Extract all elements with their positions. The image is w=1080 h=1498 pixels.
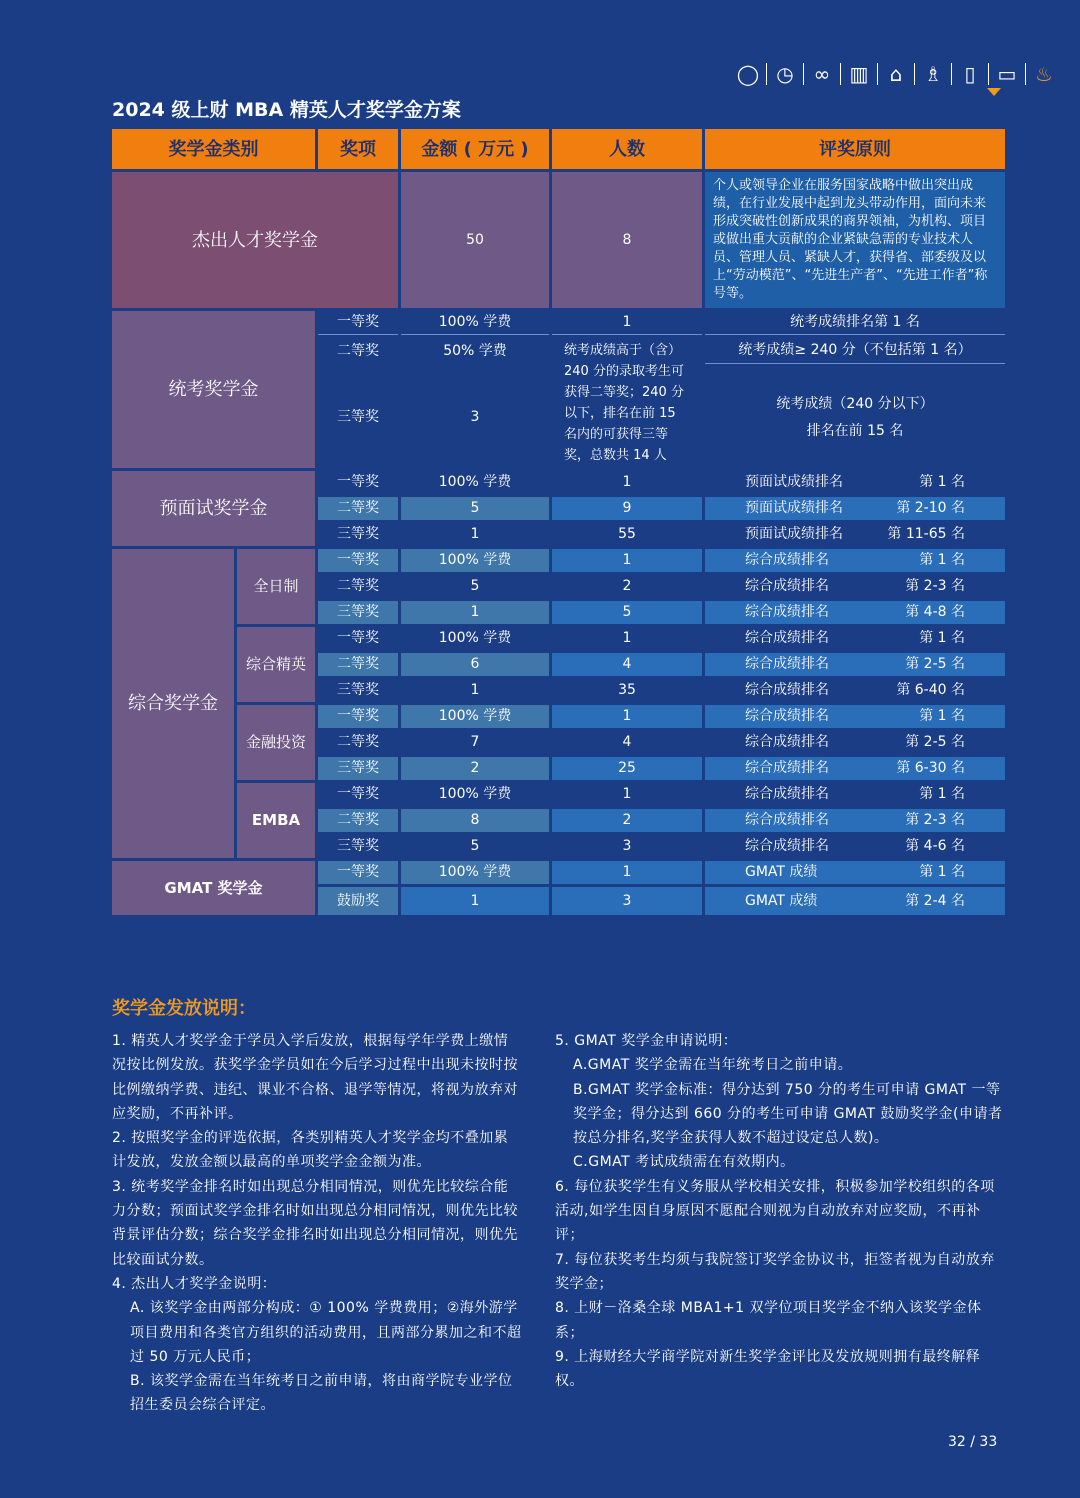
microscope-icon: ♗ — [924, 62, 942, 86]
clock-icon: ◷ — [776, 62, 794, 86]
page-number: 32 / 33 — [948, 1434, 998, 1450]
outstanding-category: 杰出人才奖学金 — [112, 172, 398, 308]
table-cell: 第 6-40 名 — [896, 682, 965, 698]
table-cell: 综合成绩排名 — [745, 552, 829, 568]
table-cell: 1 — [552, 627, 702, 650]
torch-icon: ♨ — [1035, 62, 1053, 86]
table-cell: 二等奖 — [318, 338, 398, 364]
table-cell: 第 4-8 名 — [905, 604, 965, 620]
table-cell: 100% 学费 — [401, 471, 549, 494]
outstanding-count: 8 — [552, 172, 702, 308]
table-cell: 1 — [552, 705, 702, 728]
table-cell: 预面试成绩排名 — [745, 500, 843, 516]
pre-category: 预面试奖学金 — [112, 471, 315, 546]
note-paragraph: 8. 上财－洛桑全球 MBA1+1 双学位项目奖学金不纳入该奖学金体系； — [555, 1300, 982, 1341]
table-cell: 100% 学费 — [401, 549, 549, 572]
table-cell: 1 — [401, 523, 549, 546]
table-cell: 1 — [552, 471, 702, 494]
table-cell: 综合成绩排名 — [745, 760, 829, 776]
note-paragraph: B.GMAT 奖学金标准：得分达到 750 分的考生可申请 GMAT 一等奖学金；得分达到 660 分的考生可申请 GMAT 鼓励奖学金(申请者按总分排名,奖学金获得人数不超过设定总人数)。 — [573, 1081, 1003, 1147]
table-cell: 2 — [552, 809, 702, 832]
table-cell: 1 — [401, 887, 549, 915]
table-cell: 100% 学费 — [401, 783, 549, 806]
table-cell: 一等奖 — [318, 471, 398, 494]
table-cell: 100% 学费 — [401, 311, 549, 335]
table-cell: 1 — [552, 783, 702, 806]
table-cell: 综合成绩排名 — [745, 786, 829, 802]
table-cell: 3 — [552, 887, 702, 915]
table-cell: 1 — [552, 549, 702, 572]
table-cell: 第 1 名 — [919, 708, 965, 724]
table-cell: 8 — [401, 809, 549, 832]
table-cell: 第 1 名 — [919, 630, 965, 646]
laptop-icon: ▭ — [997, 62, 1017, 86]
table-cell: 预面试成绩排名 — [745, 526, 843, 542]
table-cell: 排名在前 15 名 — [806, 422, 904, 439]
table-cell: 二等奖 — [318, 653, 398, 676]
notes-right-column — [555, 1029, 1007, 1393]
group-name: 综合精英 — [237, 627, 315, 702]
unified-third-criteria — [705, 367, 1005, 468]
table-cell: 第 2-5 名 — [905, 734, 965, 750]
outstanding-amount: 50 — [401, 172, 549, 308]
table-cell: 第 2-4 名 — [905, 892, 965, 909]
table-cell: 统考成绩排名第 1 名 — [705, 311, 1005, 335]
table-cell: 4 — [552, 653, 702, 676]
table-cell: 三等奖 — [318, 757, 398, 780]
table-cell: 三等奖 — [318, 679, 398, 702]
table-cell: 3 — [401, 367, 549, 468]
note-paragraph: C.GMAT 考试成绩需在有效期内。 — [573, 1154, 795, 1171]
table-cell: 三等奖 — [318, 601, 398, 624]
scholarship-table — [109, 126, 1008, 918]
table-cell: 三等奖 — [318, 835, 398, 858]
table-cell: 综合成绩排名 — [745, 838, 829, 854]
table-cell: 一等奖 — [318, 861, 398, 884]
table-cell: 二等奖 — [318, 575, 398, 598]
table-cell: 1 — [401, 679, 549, 702]
table-cell: 9 — [552, 497, 702, 520]
table-cell: 综合成绩排名 — [745, 812, 829, 828]
table-cell: 2 — [401, 757, 549, 780]
table-cell: 5 — [401, 497, 549, 520]
chevron-down-icon — [987, 88, 1001, 96]
header-icons — [736, 62, 1056, 86]
group-name: 金融投资 — [237, 705, 315, 780]
table-cell: 一等奖 — [318, 627, 398, 650]
table-cell: 鼓励奖 — [318, 887, 398, 915]
table-cell: 第 1 名 — [919, 474, 965, 490]
table-cell: 综合成绩排名 — [745, 656, 829, 672]
table-cell: 综合成绩排名 — [745, 734, 829, 750]
table-cell: 5 — [401, 575, 549, 598]
book-icon: ▥ — [849, 62, 869, 86]
comprehensive-category: 综合奖学金 — [112, 549, 234, 858]
table-cell: 三等奖 — [318, 523, 398, 546]
table-cell: 第 1 名 — [919, 864, 965, 880]
note-paragraph: 1. 精英人才奖学金于学员入学后发放，根据每学年学费上缴情况按比例发放。获奖学金学员如在今后学习过程中出现未按时按比例缴纳学费、违纪、课业不合格、退学等情况，将视为放弃对应奖励，不再补评。 — [112, 1033, 518, 1122]
header-amount: 金额 ( 万元 ) — [401, 129, 549, 169]
page-title: 2024 级上财 MBA 精英人才奖学金方案 — [112, 99, 461, 121]
table-cell: 一等奖 — [318, 549, 398, 572]
table-cell: 综合成绩排名 — [745, 682, 829, 698]
table-cell: 第 2-10 名 — [896, 500, 965, 516]
table-cell: GMAT 成绩 — [745, 864, 818, 880]
table-cell: 综合成绩排名 — [745, 630, 829, 646]
table-cell: 55 — [552, 523, 702, 546]
table-cell: 第 6-30 名 — [896, 760, 965, 776]
ring-icon: ◯ — [736, 62, 760, 86]
note-paragraph: 4. 杰出人才奖学金说明： — [112, 1275, 277, 1292]
table-cell: 1 — [552, 311, 702, 335]
table-cell: 5 — [401, 835, 549, 858]
note-paragraph: A.GMAT 奖学金需在当年统考日之前申请。 — [573, 1057, 853, 1074]
notebook-icon: ▯ — [964, 62, 976, 86]
table-cell: 100% 学费 — [401, 705, 549, 728]
table-cell: 6 — [401, 653, 549, 676]
gmat-category: GMAT 奖学金 — [112, 861, 315, 915]
table-cell: 50% 学费 — [401, 338, 549, 364]
table-cell: 2 — [552, 575, 702, 598]
header-criteria: 评奖原则 — [705, 129, 1005, 169]
note-paragraph: A. 该奖学金由两部分构成：① 100% 学费费用；②海外游学项目费用和各类官方组织的活动费用，且两部分累加之和不超过 50 万元人民币； — [130, 1300, 522, 1365]
header-count: 人数 — [552, 129, 702, 169]
table-cell: 综合成绩排名 — [745, 708, 829, 724]
unified-category: 统考奖学金 — [112, 311, 315, 468]
table-cell: 综合成绩排名 — [745, 604, 829, 620]
table-cell: 统考成绩≥ 240 分（不包括第 1 名） — [705, 338, 1005, 364]
note-paragraph: 9. 上海财经大学商学院对新生奖学金评比及发放规则拥有最终解释权。 — [555, 1348, 981, 1390]
table-cell: 100% 学费 — [401, 627, 549, 650]
table-cell: 二等奖 — [318, 731, 398, 754]
table-cell: 一等奖 — [318, 783, 398, 806]
note-paragraph: 7. 每位获奖考生均须与我院签订奖学金协议书，拒签者视为自动放弃奖学金； — [555, 1251, 995, 1292]
group-name: 全日制 — [237, 549, 315, 624]
table-cell: 1 — [401, 601, 549, 624]
table-cell: 5 — [552, 601, 702, 624]
outstanding-criteria: 个人或领导企业在服务国家战略中做出突出成绩，在行业发展中起到龙头带动作用，面向未来形成突破性创新成果的商界领袖，为机构、项目或做出重大贡献的企业紧缺急需的专业技术人员、管理人员、紧缺人才，获得省、部委级及以上“劳动模范”、“先进生产者”、“先进工作者”称号等。 — [705, 172, 1005, 308]
table-cell: 二等奖 — [318, 497, 398, 520]
infinity-icon: ∞ — [813, 62, 831, 86]
table-cell: 统考成绩（240 分以下） — [776, 395, 934, 412]
table-cell: 第 1 名 — [919, 786, 965, 802]
note-paragraph: 2. 按照奖学金的评选依据，各类别精英人才奖学金均不叠加累计发放，发放金额以最高的单项奖学金金额为准。 — [112, 1130, 509, 1171]
table-cell: 一等奖 — [318, 705, 398, 728]
note-paragraph: 6. 每位获奖学生有义务服从学校相关安排，积极参加学校组织的各项活动,如学生因自身原因不愿配合则视为自动放弃对应奖励，不再补评； — [555, 1178, 995, 1244]
table-cell: 100% 学费 — [401, 861, 549, 884]
table-cell: 25 — [552, 757, 702, 780]
note-paragraph: 3. 统考奖学金排名时如出现总分相同情况，则优先比较综合能力分数；预面试奖学金排名时如出现总分相同情况，则优先比较背景评估分数；综合奖学金排名时如出现总分相同情况，则优先比较面试分数。 — [112, 1178, 518, 1268]
table-cell: 1 — [552, 861, 702, 884]
note-paragraph: B. 该奖学金需在当年统考日之前申请，将由商学院专业学位招生委员会综合评定。 — [130, 1373, 513, 1414]
table-cell: 4 — [552, 731, 702, 754]
table-cell: 综合成绩排名 — [745, 578, 829, 594]
table-cell: 二等奖 — [318, 809, 398, 832]
table-cell: 预面试成绩排名 — [745, 474, 843, 490]
table-cell: 第 2-3 名 — [905, 578, 965, 594]
table-cell: 第 2-5 名 — [905, 656, 965, 672]
header-award: 奖项 — [318, 129, 398, 169]
table-cell: 第 4-6 名 — [905, 838, 965, 854]
note-paragraph: 5. GMAT 奖学金申请说明： — [555, 1033, 738, 1049]
table-cell: 7 — [401, 731, 549, 754]
table-cell: 第 1 名 — [919, 552, 965, 568]
group-name: EMBA — [237, 783, 315, 858]
table-cell: 35 — [552, 679, 702, 702]
table-cell: 第 2-3 名 — [905, 812, 965, 828]
stage-icon: ⌂ — [889, 62, 903, 86]
table-cell: 一等奖 — [318, 311, 398, 335]
unified-count-note: 统考成绩高于（含）240 分的录取考生可获得二等奖；240 分以下，排名在前 15 名内的可获得三等奖，总数共 14 人 — [552, 338, 702, 468]
notes-title: 奖学金发放说明： — [112, 998, 256, 1019]
table-cell: 三等奖 — [318, 367, 398, 468]
table-cell: 3 — [552, 835, 702, 858]
table-cell: 第 11-65 名 — [887, 526, 965, 542]
header-category: 奖学金类别 — [112, 129, 315, 169]
table-cell: GMAT 成绩 — [745, 892, 818, 909]
notes-left-column — [112, 1029, 522, 1418]
